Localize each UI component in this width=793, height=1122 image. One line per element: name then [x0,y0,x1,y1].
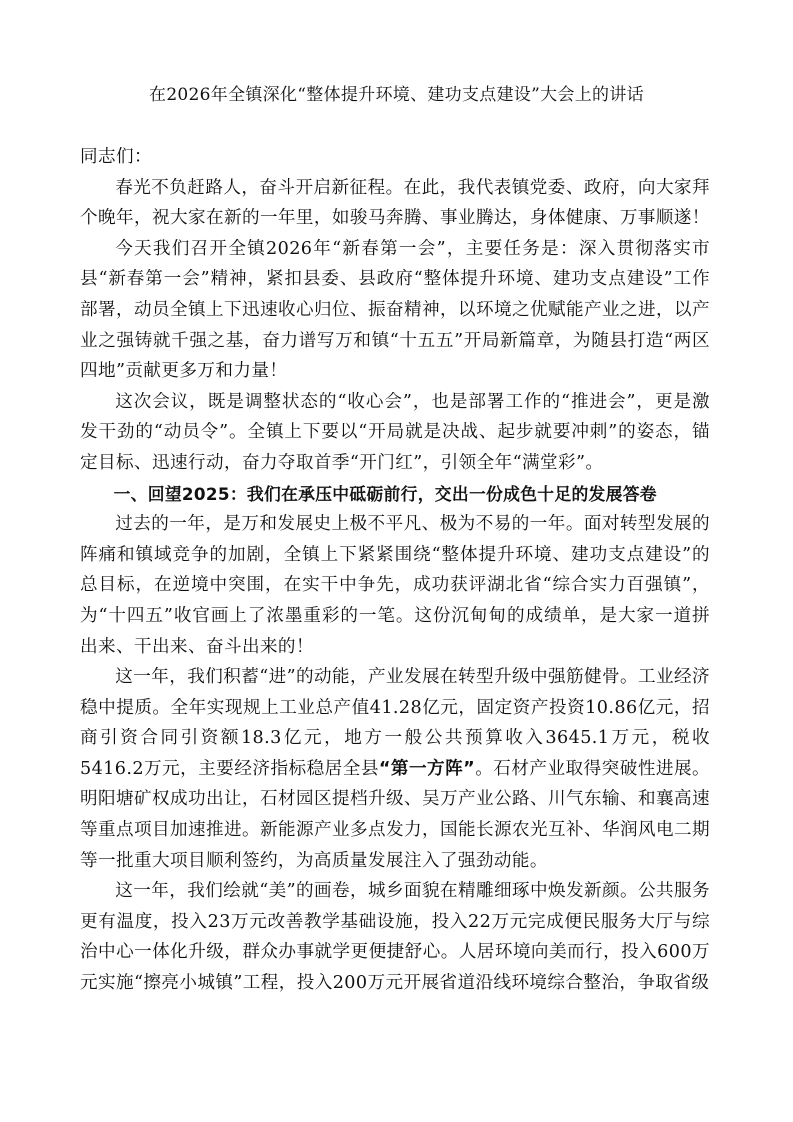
paragraph-industry-text-a: 这一年，我们积蓄“进”的动能，产业发展在转型升级中强筋健骨。工业经济稳中提质。全年实现规上工业总产值41.28亿元，固定资产投资10.86亿元，招商引资合同引资额18.3亿元，地方一般公共预算收入3645.1万元，税收5416.2万元，主要经济指标稳居全县 [80,667,710,779]
paragraph-environment: 这一年，我们绘就“美”的画卷，城乡面貌在精雕细琢中焕发新颜。公共服务更有温度，投入23万元改善教学基础设施，投入22万元完成便民服务大厅与综治中心一体化升级，群众办事就学更便捷舒心。人居环境向美而行，投入600万元实施“擦亮小城镇”工程，投入200万元开展省道沿线环境综合整治，争取省级 [80,881,710,994]
paragraph-meeting-purpose: 今天我们召开全镇2026年“新春第一会”，主要任务是：深入贯彻落实市县“新春第一会”精神，紧扣县委、县政府“整体提升环境、建功支点建设”工作部署，动员全镇上下迅速收心归位、振奋精神，以环境之优赋能产业之进，以产业之强铸就千强之基，奋力谱写万和镇“十五五”开局新篇章，为随县打造“两区四地”贡献更多万和力量！ [80,238,710,382]
paragraph-industry-text-b: 。石材产业取得突破性进展。明阳塘矿权成功出让，石材园区提档升级、吴万产业公路、川气东输、和襄高速等重点项目加速推进。新能源产业多点发力，国能长源农光互补、华润风电二期等一批重大项目顺利签约，为高质量发展注入了强劲动能。 [80,758,711,871]
document-body [80,142,710,999]
paragraph-industry-bold: “第一方阵” [378,758,476,779]
paragraph-meeting-nature: 这次会议，既是调整状态的“收心会”，也是部署工作的“推进会”，更是激发干劲的“动员令”。全镇上下要以“开局就是决战、起步就要冲刺”的姿态，锚定目标、迅速行动，奋力夺取首季“开门红”，引领全年“满堂彩”。 [80,391,710,473]
paragraph-review-2025: 过去的一年，是万和发展史上极不平凡、极为不易的一年。面对转型发展的阵痛和镇域竞争的加剧，全镇上下紧紧围绕“整体提升环境、建功支点建设”的总目标，在逆境中突围，在实干中争先，成功获评湖北省“综合实力百强镇”，为“十四五”收官画上了浓墨重彩的一笔。这份沉甸甸的成绩单，是大家一道拼出来、干出来、奋斗出来的！ [80,514,710,657]
salutation: 同志们： [80,147,152,167]
section-heading-1: 一、回望2025：我们在承压中砥砺前行，交出一份成色十足的发展答卷 [113,483,657,504]
paragraph-greeting: 春光不负赶路人，奋斗开启新征程。在此，我代表镇党委、政府，向大家拜个晚年，祝大家在新的一年里，如骏马奔腾、事业腾达，身体健康、万事顺遂！ [80,177,710,229]
paragraph-industry [80,662,710,876]
document-title: 在2026年全镇深化“整体提升环境、建功支点建设”大会上的讲话 [149,85,644,105]
